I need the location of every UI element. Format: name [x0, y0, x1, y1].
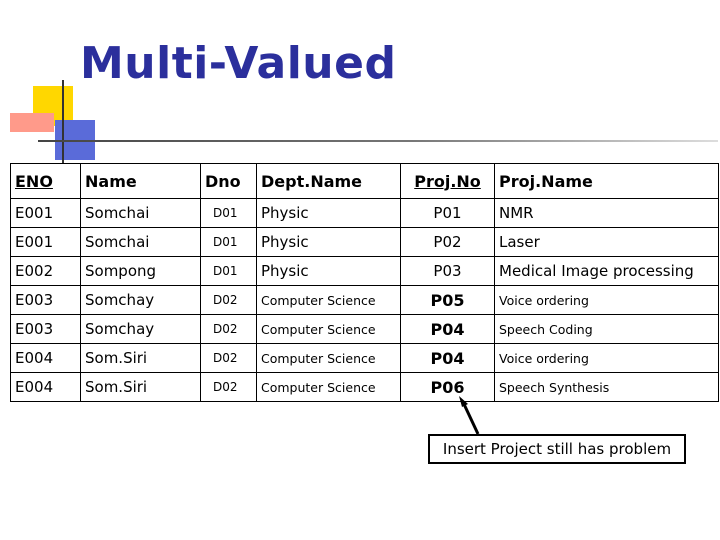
table-row [11, 373, 719, 402]
cell-dno: D01 [201, 228, 257, 257]
cell-eno: E003 [11, 315, 81, 344]
cell-proj-no: P04 [401, 315, 495, 344]
decor-vertical-line [62, 80, 64, 164]
slide-title: Multi-Valued [80, 38, 397, 89]
cell-name: Somchay [81, 286, 201, 315]
cell-dept-name: Physic [257, 257, 401, 286]
cell-name: Somchay [81, 315, 201, 344]
cell-eno: E002 [11, 257, 81, 286]
cell-proj-name: Speech Synthesis [495, 373, 719, 402]
cell-dno: D02 [201, 373, 257, 402]
cell-dept-name: Computer Science [257, 344, 401, 373]
employee-project-table [10, 163, 719, 402]
header-dept-name: Dept.Name [257, 164, 401, 199]
cell-proj-no: P05 [401, 286, 495, 315]
cell-name: Som.Siri [81, 373, 201, 402]
cell-dno: D02 [201, 344, 257, 373]
cell-dept-name: Physic [257, 199, 401, 228]
cell-proj-name: Speech Coding [495, 315, 719, 344]
cell-proj-no: P06 [401, 373, 495, 402]
table-row [11, 286, 719, 315]
cell-dept-name: Computer Science [257, 373, 401, 402]
header-proj-name: Proj.Name [495, 164, 719, 199]
cell-proj-name: NMR [495, 199, 719, 228]
annotation-pointer-line [463, 402, 478, 434]
cell-name: Som.Siri [81, 344, 201, 373]
table-row [11, 199, 719, 228]
table-row [11, 315, 719, 344]
cell-proj-name: Voice ordering [495, 286, 719, 315]
cell-proj-name: Laser [495, 228, 719, 257]
cell-name: Sompong [81, 257, 201, 286]
header-name: Name [81, 164, 201, 199]
header-proj-no: Proj.No [401, 164, 495, 199]
cell-dept-name: Computer Science [257, 315, 401, 344]
table-row [11, 257, 719, 286]
cell-proj-no: P02 [401, 228, 495, 257]
cell-proj-name: Medical Image processing [495, 257, 719, 286]
decor-red-bar [10, 113, 54, 132]
table-row [11, 228, 719, 257]
cell-dept-name: Computer Science [257, 286, 401, 315]
cell-dno: D02 [201, 315, 257, 344]
table-row [11, 344, 719, 373]
table-header-row [11, 164, 719, 199]
cell-eno: E001 [11, 199, 81, 228]
cell-dept-name: Physic [257, 228, 401, 257]
cell-proj-no: P04 [401, 344, 495, 373]
cell-eno: E001 [11, 228, 81, 257]
cell-eno: E004 [11, 344, 81, 373]
annotation-note: Insert Project still has problem [428, 434, 686, 464]
header-eno: ENO [11, 164, 81, 199]
cell-proj-no: P03 [401, 257, 495, 286]
cell-name: Somchai [81, 199, 201, 228]
header-dno: Dno [201, 164, 257, 199]
cell-eno: E004 [11, 373, 81, 402]
cell-dno: D01 [201, 257, 257, 286]
cell-proj-no: P01 [401, 199, 495, 228]
cell-eno: E003 [11, 286, 81, 315]
cell-name: Somchai [81, 228, 201, 257]
title-underline [38, 140, 718, 142]
cell-dno: D02 [201, 286, 257, 315]
cell-dno: D01 [201, 199, 257, 228]
cell-proj-name: Voice ordering [495, 344, 719, 373]
